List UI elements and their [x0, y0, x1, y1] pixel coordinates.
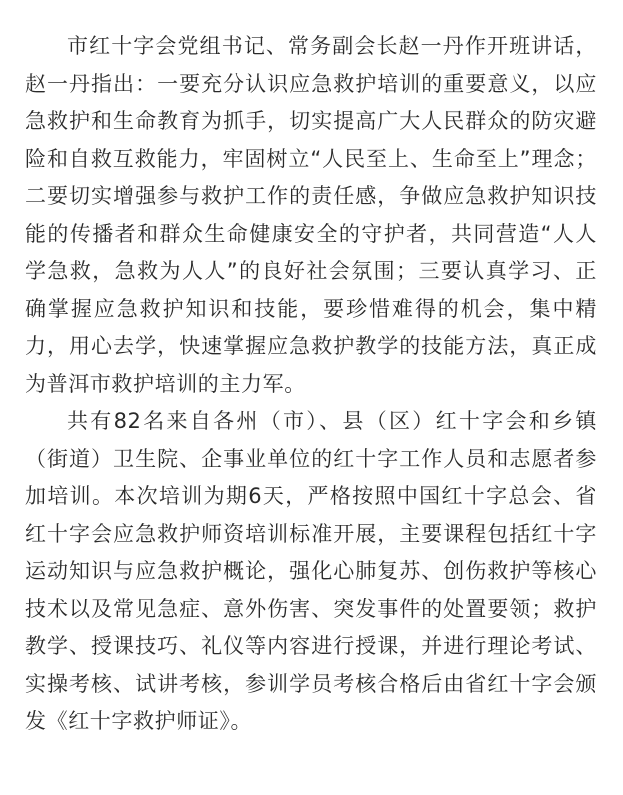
paragraph-training-details: 共有82名来自各州（市）、县（区）红十字会和乡镇（街道）卫生院、企事业单位的红十字工作人员和志愿者参加培训。本次培训为期6天，严格按照中国红十字总会、省红十字会应急救护师资培训标准开展，主要课程包括红十字运动知识与应急救护概论，强化心肺复苏、创伤救护等核心技术以及常见急症、意外伤害、突发事件的处置要领；救护教学、授课技巧、礼仪等内容进行授课，并进行理论考试、实操考核、试讲考核，参训学员考核合格后由省红十字会颁发《红十字救护师证》。: [25, 409, 597, 733]
paragraph-opening-speech: 市红十字会党组书记、常务副会长赵一丹作开班讲话，赵一丹指出：一要充分认识应急救护培训的重要意义，以应急救护和生命教育为抓手，切实提高广大人民群众的防灾避险和自救互救能力，牢固树立“人民至上、生命至上”理念；二要切实增强参与救护工作的责任感，争做应急救护知识技能的传播者和群众生命健康安全的守护者，共同营造“人人学急救，急救为人人”的良好社会氛围；三要认真学习、正确掌握应急救护知识和技能，要珍惜难得的机会，集中精力，用心去学，快速掌握应急救护教学的技能方法，真正成为普洱市救护培训的主力军。: [25, 34, 597, 396]
